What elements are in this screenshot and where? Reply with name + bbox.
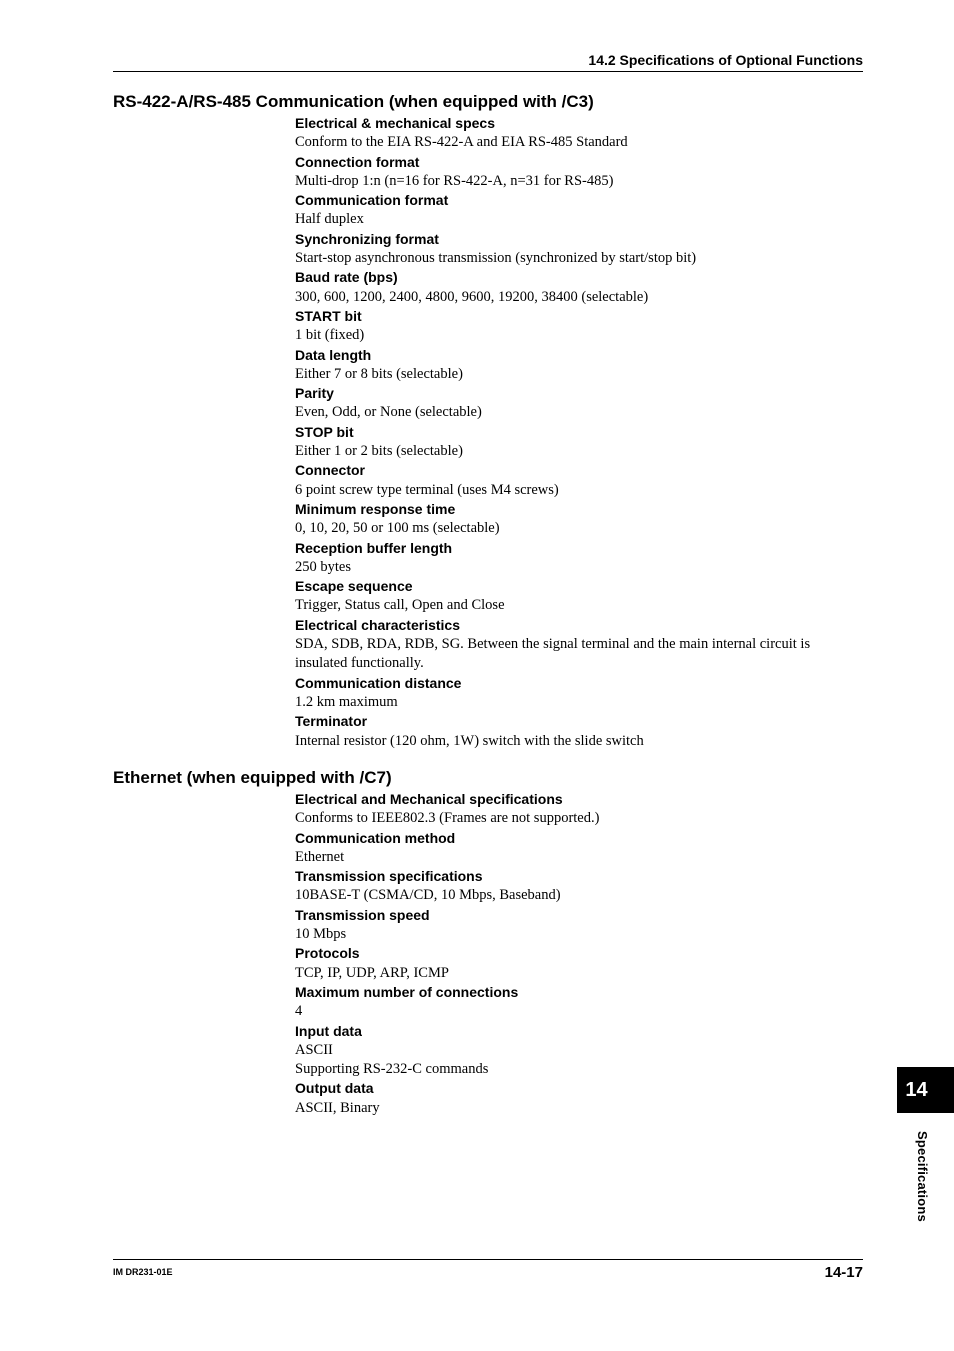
spec-value: Even, Odd, or None (selectable) [295, 404, 482, 421]
spec-label: Parity [295, 385, 334, 402]
footer-page-number: 14-17 [824, 1264, 863, 1281]
spec-value: 6 point screw type terminal (uses M4 screws) [295, 481, 559, 498]
spec-label: Synchronizing format [295, 230, 439, 247]
spec-label: Data length [295, 346, 372, 363]
spec-label: Output data [295, 1080, 374, 1097]
spec-label: Baud rate (bps) [295, 269, 398, 286]
spec-label: STOP bit [295, 423, 354, 440]
spec-label: Electrical & mechanical specs [295, 115, 495, 131]
spec-label: Communication format [295, 192, 449, 209]
spec-label: Terminator [295, 713, 368, 730]
section-heading-ethernet: Ethernet (when equipped with /C7) [113, 768, 392, 787]
spec-value: Multi-drop 1:n (n=16 for RS-422-A, n=31 for RS-485) [295, 172, 614, 189]
spec-value: 0, 10, 20, 50 or 100 ms (selectable) [295, 520, 500, 537]
spec-value: Ethernet [295, 848, 345, 865]
spec-label: START bit [295, 307, 362, 324]
spec-value: Supporting RS-232-C commands [295, 1061, 489, 1078]
spec-label: Connector [295, 462, 365, 479]
footer-doc-id: IM DR231-01E [113, 1267, 173, 1277]
spec-label: Communication method [295, 829, 456, 846]
chapter-number: 14 [905, 1079, 928, 1101]
running-header-title: 14.2 Specifications of Optional Functions [588, 52, 863, 68]
spec-label: Electrical characteristics [295, 616, 460, 633]
spec-value: SDA, SDB, RDA, RDB, SG. Between the signal terminal and the main internal circuit is insulated functionally. [295, 636, 811, 672]
chapter-side-label: Specifications [915, 1131, 930, 1222]
spec-list-ethernet [295, 790, 825, 1118]
spec-label: Protocols [295, 945, 360, 962]
spec-value: ASCII, Binary [295, 1099, 380, 1116]
spec-label: Communication distance [295, 674, 462, 691]
spec-value: Internal resistor (120 ohm, 1W) switch with the slide switch [295, 732, 644, 749]
spec-value: Trigger, Status call, Open and Close [295, 597, 505, 614]
spec-label: Transmission speed [295, 906, 430, 923]
spec-value: 10BASE-T (CSMA/CD, 10 Mbps, Baseband) [295, 887, 561, 904]
spec-value: Either 1 or 2 bits (selectable) [295, 443, 463, 460]
spec-value: Either 7 or 8 bits (selectable) [295, 365, 463, 382]
spec-label: Escape sequence [295, 578, 413, 595]
spec-value: TCP, IP, UDP, ARP, ICMP [295, 964, 449, 981]
spec-value: 250 bytes [295, 558, 351, 575]
spec-value: Conform to the EIA RS-422-A and EIA RS-485 Standard [295, 134, 628, 151]
section-heading-rs422-rs485: RS-422-A/RS-485 Communication (when equipped with /C3) [113, 92, 594, 111]
header-rule [113, 71, 863, 72]
spec-label: Connection format [295, 153, 420, 170]
spec-label: Reception buffer length [295, 539, 453, 556]
spec-value: 1 bit (fixed) [295, 327, 365, 344]
spec-label: Minimum response time [295, 500, 456, 517]
spec-label: Input data [295, 1022, 362, 1039]
spec-label: Transmission specifications [295, 868, 483, 885]
spec-value: ASCII [295, 1041, 333, 1058]
spec-value: Start-stop asynchronous transmission (synchronized by start/stop bit) [295, 250, 697, 267]
spec-label: Maximum number of connections [295, 983, 519, 1000]
chapter-tab [897, 1067, 954, 1113]
spec-value: 1.2 km maximum [295, 693, 398, 710]
spec-list-rs422-rs485 [295, 114, 825, 751]
spec-value: 4 [295, 1003, 303, 1020]
footer-rule [113, 1259, 863, 1260]
spec-value: Conforms to IEEE802.3 (Frames are not supported.) [295, 810, 600, 827]
spec-label: Electrical and Mechanical specifications [295, 791, 563, 807]
spec-value: 300, 600, 1200, 2400, 4800, 9600, 19200, 38400 (selectable) [295, 288, 649, 305]
spec-value: Half duplex [295, 211, 364, 228]
spec-value: 10 Mbps [295, 926, 347, 943]
